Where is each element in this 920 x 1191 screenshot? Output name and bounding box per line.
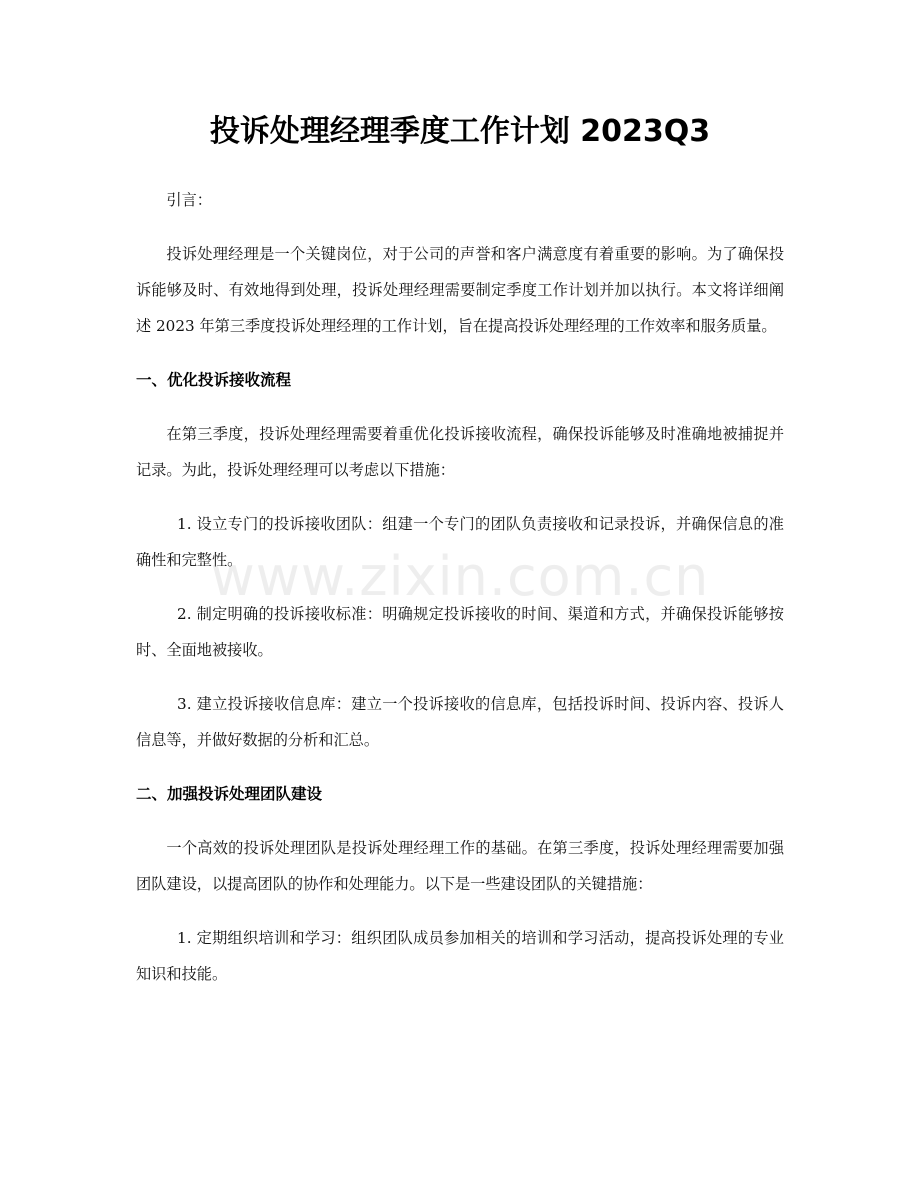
list-item: 1. 定期组织培训和学习：组织团队成员参加相关的培训和学习活动，提高投诉处理的专业知识和技能。 bbox=[136, 929, 784, 983]
section-1 bbox=[136, 362, 784, 758]
document-body bbox=[136, 182, 784, 1010]
intro-paragraph: 投诉处理经理是一个关键岗位，对于公司的声誉和客户满意度有着重要的影响。为了确保投诉能够及时、有效地得到处理，投诉处理经理需要制定季度工作计划并加以执行。本文将详细阐述 2023 年第三季度投诉处理经理的工作计划，旨在提高投诉处理经理的工作效率和服务质量。 bbox=[136, 245, 784, 335]
section-heading: 一、优化投诉接收流程 bbox=[136, 371, 292, 389]
section-heading: 二、加强投诉处理团队建设 bbox=[136, 785, 323, 803]
intro-label: 引言： bbox=[166, 191, 212, 209]
section-2 bbox=[136, 776, 784, 992]
section-paragraph: 一个高效的投诉处理团队是投诉处理经理工作的基础。在第三季度，投诉处理经理需要加强团队建设，以提高团队的协作和处理能力。以下是一些建设团队的关键措施： bbox=[136, 839, 784, 893]
watermark: www.zixin.com.cn bbox=[210, 545, 710, 608]
section-paragraph: 在第三季度，投诉处理经理需要着重优化投诉接收流程，确保投诉能够及时准确地被捕捉并记录。为此，投诉处理经理可以考虑以下措施： bbox=[136, 425, 784, 479]
list-item: 2. 制定明确的投诉接收标准：明确规定投诉接收的时间、渠道和方式，并确保投诉能够按时、全面地被接收。 bbox=[136, 605, 784, 659]
list-item: 3. 建立投诉接收信息库：建立一个投诉接收的信息库，包括投诉时间、投诉内容、投诉人信息等，并做好数据的分析和汇总。 bbox=[136, 695, 784, 749]
document-title: 投诉处理经理季度工作计划 2023Q3 bbox=[209, 114, 711, 149]
list-item: 1. 设立专门的投诉接收团队：组建一个专门的团队负责接收和记录投诉，并确保信息的准确性和完整性。 bbox=[136, 515, 784, 569]
